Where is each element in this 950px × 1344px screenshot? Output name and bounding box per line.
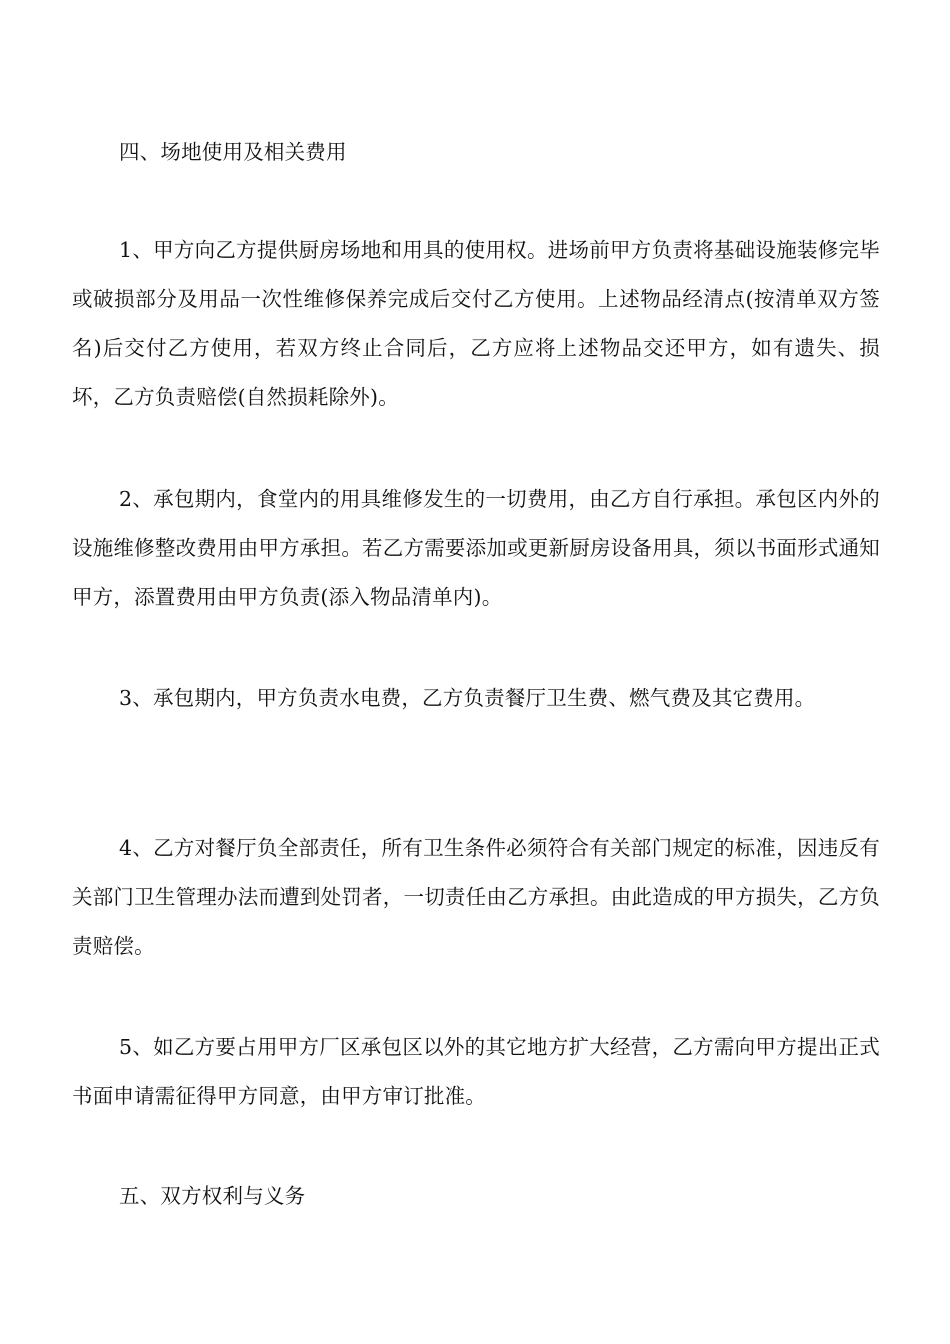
clause-4: 4、乙方对餐厅负全部责任，所有卫生条件必须符合有关部门规定的标准，因违反有关部门卫生管理办法而遭到处罚者，一切责任由乙方承担。由此造成的甲方损失，乙方负责赔偿。 xyxy=(72,836,880,958)
clause-5: 5、如乙方要占用甲方厂区承包区以外的其它地方扩大经营，乙方需向甲方提出正式书面申请需征得甲方同意，由甲方审订批准。 xyxy=(72,1035,880,1108)
section-heading-five: 五、双方权利与义务 xyxy=(119,1184,306,1208)
clause-1: 1、甲方向乙方提供厨房场地和用具的使用权。进场前甲方负责将基础设施装修完毕或破损部分及用品一次性维修保养完成后交付乙方使用。上述物品经清点(按清单双方签名)后交付乙方使用，若双方终止合同后，乙方应将上述物品交还甲方，如有遗失、损坏，乙方负责赔偿(自然损耗除外)。 xyxy=(72,238,880,409)
clause-2: 2、承包期内，食堂内的用具维修发生的一切费用，由乙方自行承担。承包区内外的设施维修整改费用由甲方承担。若乙方需要添加或更新厨房设备用具，须以书面形式通知甲方，添置费用由甲方负责(添入物品清单内)。 xyxy=(72,487,880,609)
section-heading-four: 四、场地使用及相关费用 xyxy=(119,140,347,164)
clause-3: 3、承包期内，甲方负责水电费，乙方负责餐厅卫生费、燃气费及其它费用。 xyxy=(119,686,816,710)
